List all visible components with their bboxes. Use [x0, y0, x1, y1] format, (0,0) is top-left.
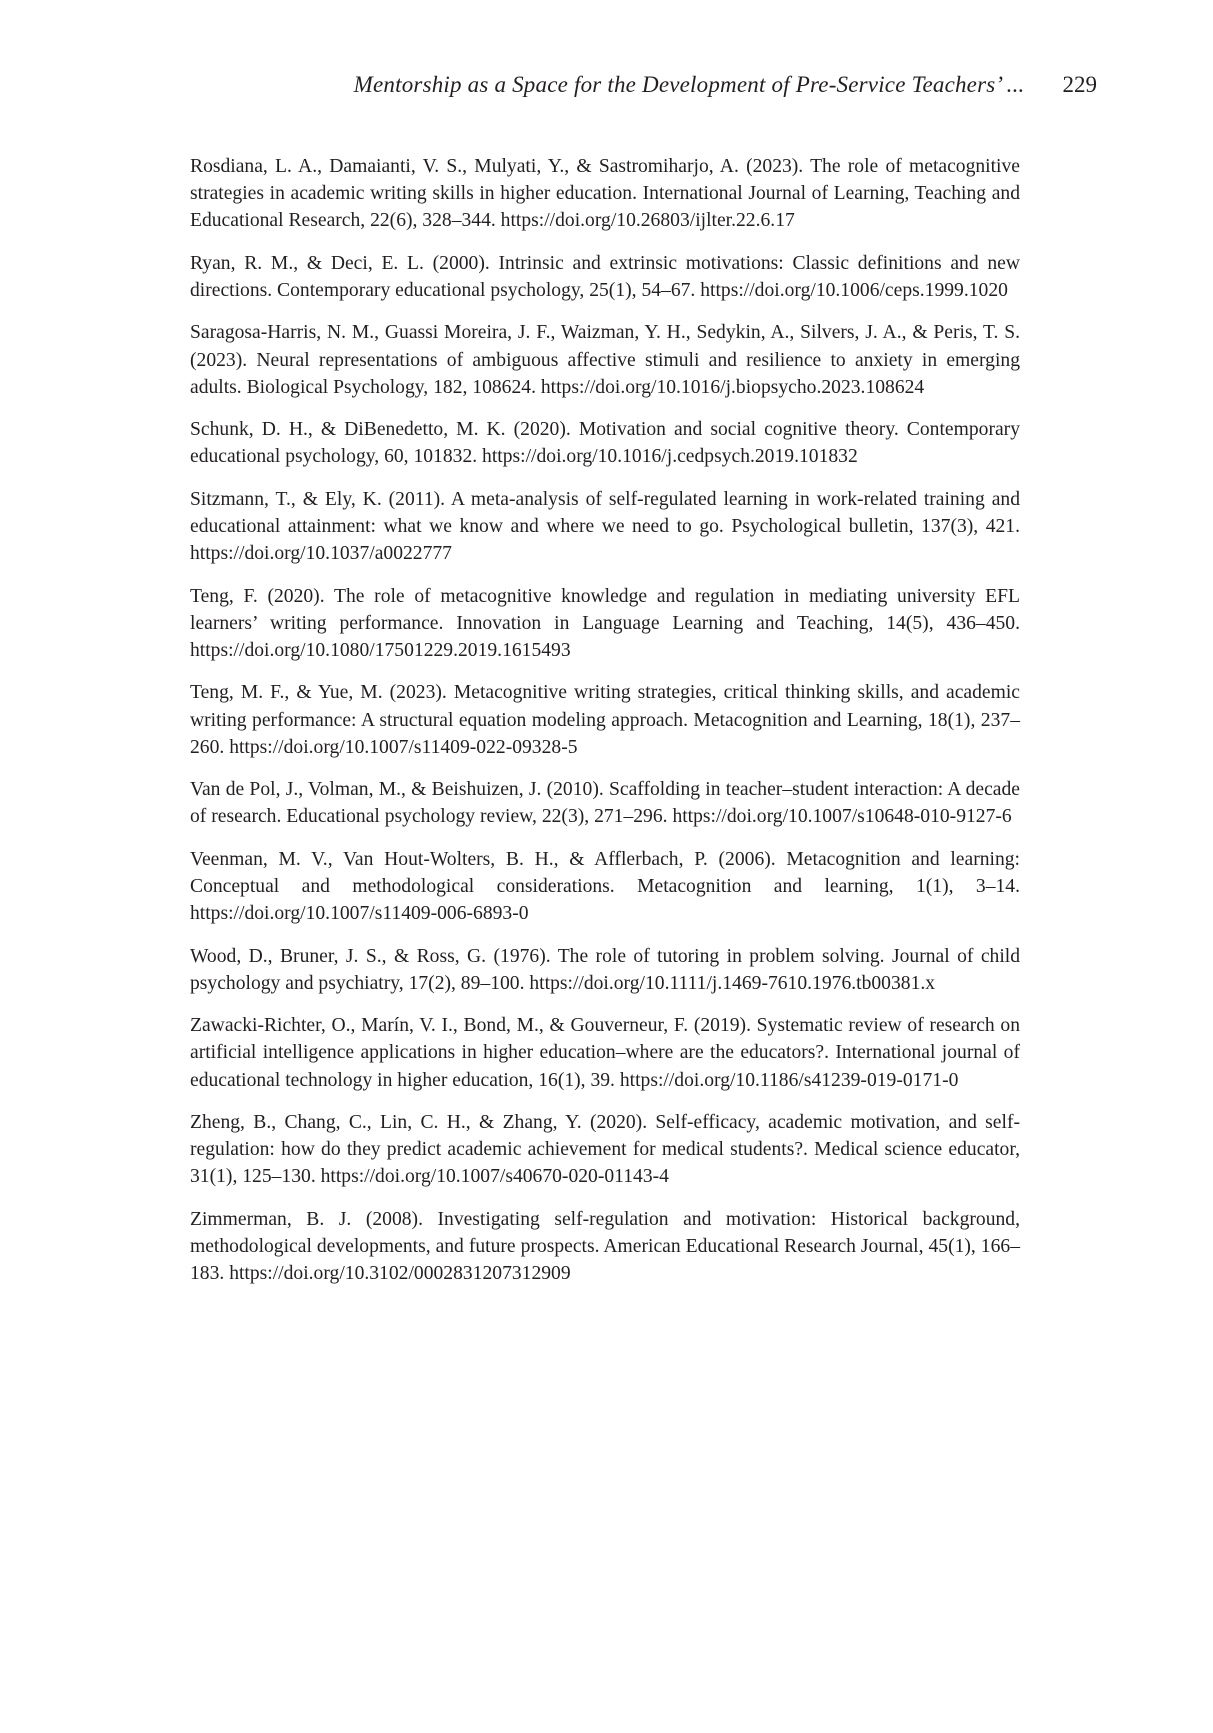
- page-number: 229: [1062, 72, 1097, 97]
- running-head: [190, 70, 1097, 100]
- reference-entry: Wood, D., Bruner, J. S., & Ross, G. (1976). The role of tutoring in problem solving. Journal of child psychology and psychiatry, 17(2), 89–100. https://doi.org/10.1111/j.1469-7610.1976.tb00381.x: [190, 945, 1020, 994]
- reference-entry: Schunk, D. H., & DiBenedetto, M. K. (2020). Motivation and social cognitive theory. Contemporary educational psychology, 60, 101832. https://doi.org/10.1016/j.cedpsych.2019.101832: [190, 419, 1020, 468]
- reference-entry: Saragosa-Harris, N. M., Guassi Moreira, J. F., Waizman, Y. H., Sedykin, A., Silvers, J. A., & Peris, T. S. (2023). Neural representations of ambiguous affective stimuli and resilience to anxiety in emerging adults. Biological Psychology, 182, 108624. https://doi.org/10.1016/j.biopsycho.2023.108624: [190, 322, 1020, 398]
- reference-entry: Veenman, M. V., Van Hout-Wolters, B. H., & Afflerbach, P. (2006). Metacognition and learning: Conceptual and methodological considerations. Metacognition and learning, 1(1), 3–14. https://doi.org/10.1007/s11409-006-6893-0: [190, 848, 1020, 925]
- reference-entry: Rosdiana, L. A., Damaianti, V. S., Mulyati, Y., & Sastromiharjo, A. (2023). The role of metacognitive strategies in academic writing skills in higher education. International Journal of Learning, Teaching and Educational Research, 22(6), 328–344. https://doi.org/10.26803/ijlter.22.6.17: [190, 156, 1020, 232]
- running-title: Mentorship as a Space for the Development of Pre-Service Teachers’ ...: [353, 72, 1025, 97]
- reference-entry: Zheng, B., Chang, C., Lin, C. H., & Zhang, Y. (2020). Self-efficacy, academic motivation, and self-regulation: how do they predict academic achievement for medical students?. Medical science educator, 31(1), 125–130. https://doi.org/10.1007/s40670-020-01143-4: [190, 1111, 1020, 1188]
- reference-entry: Sitzmann, T., & Ely, K. (2011). A meta-analysis of self-regulated learning in work-related training and educational attainment: what we know and where we need to go. Psychological bulletin, 137(3), 421. https://doi.org/10.1037/a0022777: [190, 488, 1020, 565]
- reference-entry: Ryan, R. M., & Deci, E. L. (2000). Intrinsic and extrinsic motivations: Classic definitions and new directions. Contemporary educational psychology, 25(1), 54–67. https://doi.org/10.1006/ceps.1999.1020: [190, 252, 1020, 301]
- reference-list: [190, 153, 1020, 1303]
- reference-entry: Zawacki-Richter, O., Marín, V. I., Bond, M., & Gouverneur, F. (2019). Systematic review of research on artificial intelligence applications in higher education–where are the educators?. International journal of educational technology in higher education, 16(1), 39. https://doi.org/10.1186/s41239-019-0171-0: [190, 1015, 1020, 1091]
- reference-entry: Van de Pol, J., Volman, M., & Beishuizen, J. (2010). Scaffolding in teacher–student interaction: A decade of research. Educational psychology review, 22(3), 271–296. https://doi.org/10.1007/s10648-010-9127-6: [190, 779, 1020, 828]
- reference-entry: Zimmerman, B. J. (2008). Investigating self-regulation and motivation: Historical background, methodological developments, and future prospects. American Educational Research Journal, 45(1), 166–183. https://doi.org/10.3102/0002831207312909: [190, 1208, 1020, 1285]
- reference-entry: Teng, M. F., & Yue, M. (2023). Metacognitive writing strategies, critical thinking skills, and academic writing performance: A structural equation modeling approach. Metacognition and Learning, 18(1), 237–260. https://doi.org/10.1007/s11409-022-09328-5: [190, 682, 1020, 758]
- reference-entry: Teng, F. (2020). The role of metacognitive knowledge and regulation in mediating university EFL learners’ writing performance. Innovation in Language Learning and Teaching, 14(5), 436–450. https://doi.org/10.1080/17501229.2019.1615493: [190, 585, 1020, 661]
